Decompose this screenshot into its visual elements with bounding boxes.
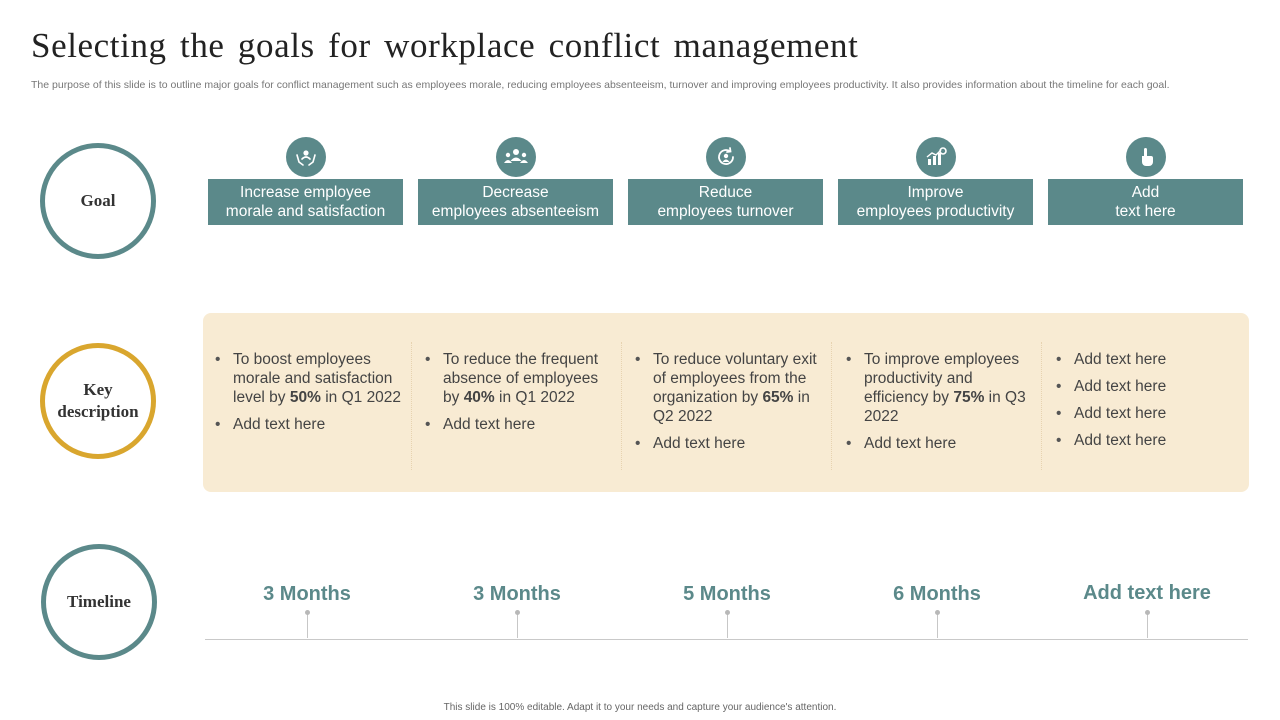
description-bullet: • Add text here: [1054, 431, 1244, 450]
timeline-label-2: 3 Months: [473, 583, 561, 605]
goal-box-line2: employees productivity: [856, 203, 1015, 220]
key-description-label: [57, 379, 138, 423]
description-bullet: • Add text here: [1054, 377, 1244, 396]
goal-box-productivity: [838, 179, 1033, 225]
slide-footer: This slide is 100% editable. Adapt it to your needs and capture your audience's attention.: [443, 702, 837, 713]
description-column-add-text: [1054, 350, 1244, 458]
description-bullet: • To improve employees productivity and efficiency by 75% in Q3 2022: [844, 350, 1034, 426]
key-description-row-label: [40, 343, 156, 459]
timeline-tick: [517, 612, 518, 638]
timeline-tick: [1147, 612, 1148, 638]
timeline-tick: [307, 612, 308, 638]
goal-box-absenteeism: [418, 179, 613, 225]
description-column-absenteeism: [423, 350, 613, 442]
customer-retention-icon: [706, 137, 746, 177]
goal-box-line2: text here: [1115, 203, 1176, 220]
goal-box-morale: [208, 179, 403, 225]
timeline-label-4: 6 Months: [893, 583, 981, 605]
goal-box-line2: employees turnover: [657, 203, 794, 220]
description-bullet: • To boost employees morale and satisfaction level by 50% in Q1 2022: [213, 350, 403, 407]
key-description-label-line2: description: [57, 402, 139, 421]
description-bullet: • Add text here: [423, 415, 613, 434]
description-bullet: • Add text here: [844, 434, 1034, 453]
support-hands-icon: [286, 137, 326, 177]
timeline-row-label: [41, 544, 157, 660]
goal-box-line1: Improve: [907, 184, 964, 201]
description-bullet: • Add text here: [213, 415, 403, 434]
goal-box-line1: Decrease: [482, 184, 549, 201]
description-column-turnover: [633, 350, 823, 461]
goal-row-label: [40, 143, 156, 259]
description-column-productivity: [844, 350, 1034, 461]
goal-box-line1: Increase employee: [240, 184, 371, 201]
hand-pointer-icon: [1126, 137, 1166, 177]
description-bullet: • Add text here: [1054, 404, 1244, 423]
column-divider: [411, 342, 413, 470]
timeline-label: Timeline: [67, 592, 131, 611]
productivity-chart-icon: [916, 137, 956, 177]
team-group-icon: [496, 137, 536, 177]
goal-box-line1: Add: [1131, 184, 1160, 201]
slide-title: Selecting the goals for workplace conflict management: [31, 26, 859, 65]
timeline-label-5: Add text here: [1083, 582, 1211, 604]
goal-box-turnover: [628, 179, 823, 225]
timeline-tick: [727, 612, 728, 638]
goal-label: Goal: [80, 191, 116, 210]
goal-box-line2: employees absenteeism: [431, 203, 600, 220]
goal-box-line2: morale and satisfaction: [225, 203, 386, 220]
key-description-label-line1: Key: [83, 380, 113, 399]
slide-subtitle: The purpose of this slide is to outline major goals for conflict management such as employees morale, reducing employees absenteeism, turnover and improving employees productivity. It also provides information about the timeline for each goal.: [31, 79, 1170, 91]
column-divider: [1041, 342, 1043, 470]
column-divider: [831, 342, 833, 470]
goal-box-add-text: [1048, 179, 1243, 225]
column-divider: [621, 342, 623, 470]
timeline-tick: [937, 612, 938, 638]
description-bullet: • To reduce the frequent absence of employees by 40% in Q1 2022: [423, 350, 613, 407]
description-bullet: • To reduce voluntary exit of employees from the organization by 65% in Q2 2022: [633, 350, 823, 426]
timeline-axis: [205, 639, 1248, 640]
description-bullet: • Add text here: [1054, 350, 1244, 369]
description-column-morale: [213, 350, 403, 442]
timeline-label-1: 3 Months: [263, 583, 351, 605]
description-bullet: • Add text here: [633, 434, 823, 453]
goal-box-line1: Reduce: [698, 184, 753, 201]
timeline-label-3: 5 Months: [683, 583, 771, 605]
